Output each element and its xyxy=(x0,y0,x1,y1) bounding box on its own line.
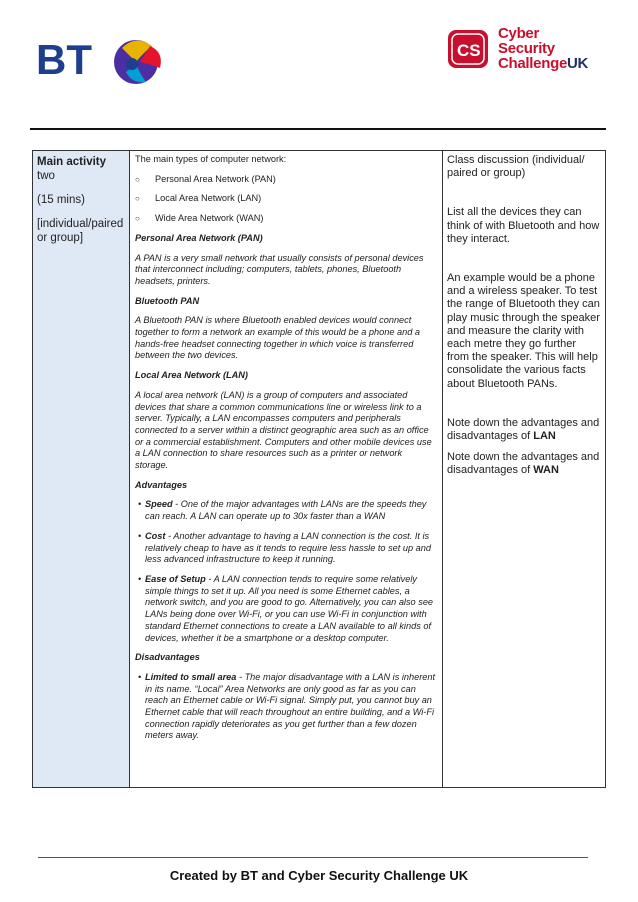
activity-mode: [individual/paired or group] xyxy=(37,218,124,244)
bt-logo-text: BT xyxy=(36,36,92,83)
bullet-dot-icon: • xyxy=(138,499,142,510)
circle-bullet-icon: ○ xyxy=(135,194,140,204)
csc-logo xyxy=(446,24,602,82)
disadvantage-item: • Limited to small area - The major disadvantage with a LAN is inherent in its name. “Local” Area Networks are only good as far as you can reach an Ethernet cable or Wi-Fi signal. Simply put, you cannot buy an Ethernet cable that will reach throughout an entire building, and a Wi-Fi connection rapidly deteriorates as you get further than a few dozen meters away. xyxy=(138,671,436,741)
notes-column xyxy=(443,151,605,787)
advantages-heading: Advantages xyxy=(135,479,188,490)
lan-text: A local area network (LAN) is a group of computers and associated devices that share a common communications line or wireless link to a server. Typically, a LAN encompasses computers and peripherals connected to a server within a distinct geographic area such as an office or a commercial establishment. Computers and other mobile devices use a LAN connection to share resources such as a printer or network storage. xyxy=(135,389,432,471)
discussion-note: Class discussion (individual/ paired or group) xyxy=(447,154,585,180)
csc-line3-suffix: UK xyxy=(566,55,589,72)
header-divider xyxy=(30,128,606,130)
csc-line3: Challenge xyxy=(498,55,567,72)
network-type-item: ○ Personal Area Network (PAN) xyxy=(135,173,276,184)
bullet-dot-icon: • xyxy=(138,671,142,682)
csc-badge-icon xyxy=(446,24,494,72)
advantage-item: • Speed - One of the major advantages with LANs are the speeds they can reach. A LAN can operate up to 30x faster than a WAN xyxy=(138,499,427,522)
example-note: An example would be a phone and a wireless speaker. To test the range of Bluetooth they can play music through the speaker and measure the clarity with each metre they go further from the speaker. This will help consolidate the various facts about Bluetooth PANs. xyxy=(447,272,600,390)
advantage-item: • Ease of Setup - A LAN connection tends to require some relatively simple things to set it up. All you need is some Ethernet cables, a network switch, and you are good to go. Alternatively, you can also see LANs being done over Wi-Fi, or you can use Wi-Fi in conjunction with standard Ethernet connections to create a LAN available to all kinds of devices, whether it be a smartphone or a desktop computer. xyxy=(138,573,434,643)
content-column xyxy=(130,151,443,787)
lan-note: Note down the advantages and disadvantages of LAN xyxy=(447,416,600,443)
devices-note: List all the devices they can think of with Bluetooth and how they interact. xyxy=(447,206,600,245)
network-type-item: ○ Wide Area Network (WAN) xyxy=(135,213,264,224)
activity-title: Main activity two xyxy=(37,156,107,182)
lan-heading: Local Area Network (LAN) xyxy=(135,370,248,381)
footer-credit: Created by BT and Cyber Security Challenge UK xyxy=(169,868,469,883)
wan-note: Note down the advantages and disadvantages of WAN xyxy=(447,451,600,477)
activity-table xyxy=(32,150,606,788)
bt-logo xyxy=(36,26,172,92)
activity-column xyxy=(33,151,130,787)
bullet-dot-icon: • xyxy=(138,530,142,541)
bluetooth-pan-text: A Bluetooth PAN is where Bluetooth enabled devices would connect together to form a network an example of this would be a phone and a hands-free headset connecting together in which voice is transferred between the two devices. xyxy=(135,315,420,361)
activity-duration: (15 mins) xyxy=(37,194,85,206)
csc-line2: Security xyxy=(498,40,555,57)
csc-wordmark xyxy=(498,26,588,71)
footer-divider xyxy=(38,857,588,858)
network-type-item: ○ Local Area Network (LAN) xyxy=(135,193,262,204)
circle-bullet-icon: ○ xyxy=(135,174,140,184)
pan-heading: Personal Area Network (PAN) xyxy=(135,232,263,243)
pan-text: A PAN is a very small network that usually consists of personal devices that interconnect including; computers, tablets, phones, Bluetooth headsets, printers. xyxy=(135,252,424,286)
advantage-item: • Cost - Another advantage to having a LAN connection is the cost. It is relatively cheap to have as it tends to require less hassle to set up and less advanced infrastructure to keep it running. xyxy=(138,530,432,565)
disadvantages-heading: Disadvantages xyxy=(135,652,200,663)
bt-piper-icon xyxy=(114,40,161,84)
content-intro: The main types of computer network: xyxy=(135,154,287,164)
bullet-dot-icon: • xyxy=(138,573,142,584)
bluetooth-pan-heading: Bluetooth PAN xyxy=(135,295,200,306)
circle-bullet-icon: ○ xyxy=(135,214,140,224)
csc-badge-text: CS xyxy=(457,41,481,60)
csc-line1: Cyber xyxy=(498,25,540,42)
